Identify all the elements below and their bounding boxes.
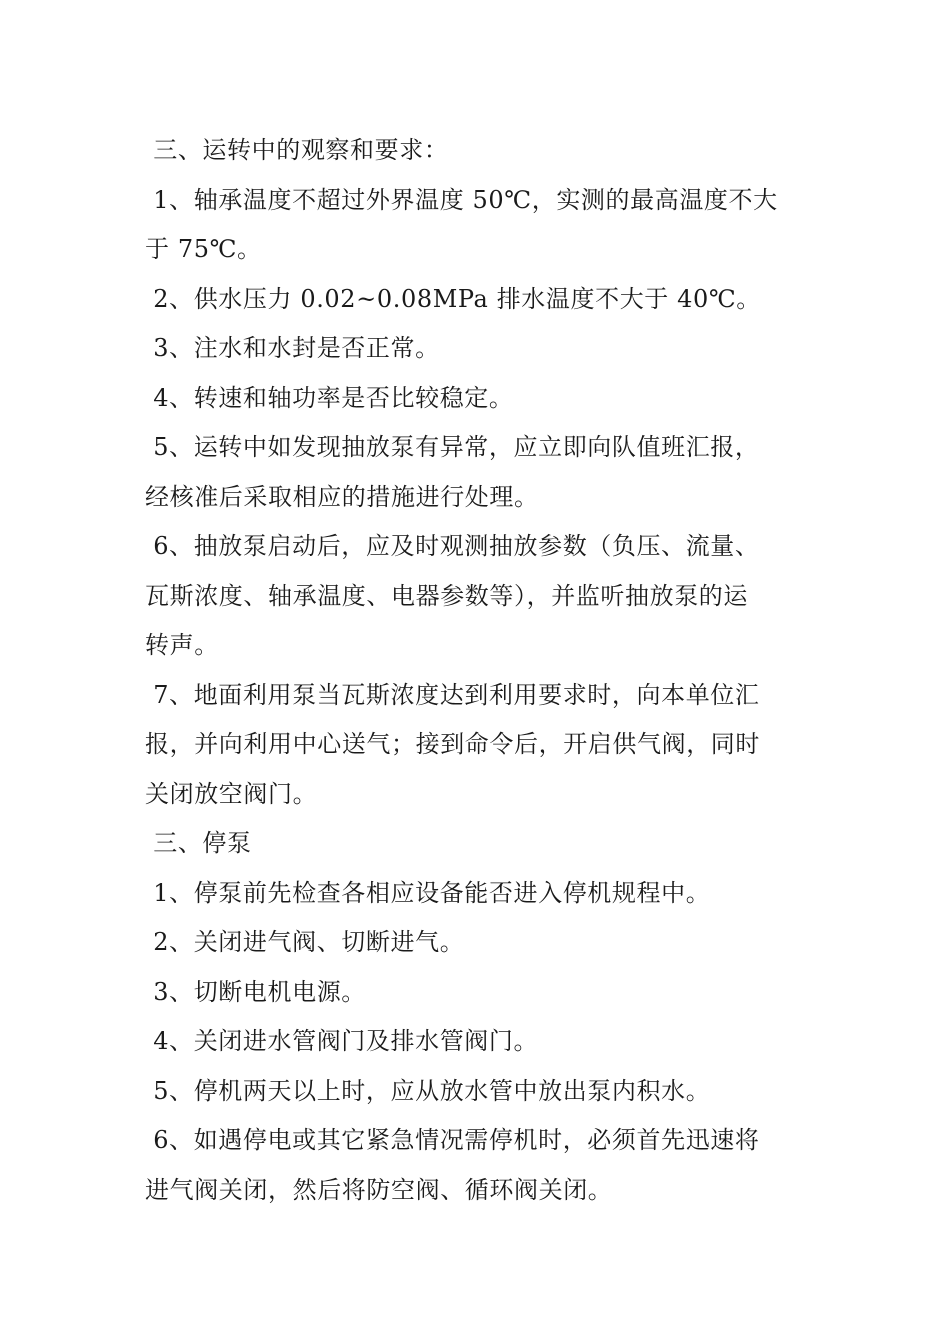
paragraph-line: 于 75℃。: [145, 235, 262, 263]
paragraph-line: 4、转速和轴功率是否比较稳定。: [145, 383, 514, 412]
section-heading-stop-pump: 三、停泵: [145, 829, 252, 857]
paragraph-line: 2、供水压力 0.02~0.08MPa 排水温度不大于 40℃。: [145, 284, 761, 313]
paragraph-line: 6、抽放泵启动后，应及时观测抽放参数（负压、流量、: [145, 532, 760, 560]
paragraph-line: 3、切断电机电源。: [145, 977, 366, 1006]
paragraph-line: 关闭放空阀门。: [145, 779, 318, 808]
section-heading-operation: 三、运转中的观察和要求：: [145, 136, 449, 164]
paragraph-line: 3、注水和水封是否正常。: [145, 334, 440, 362]
paragraph-line: 经核准后采取相应的措施进行处理。: [145, 482, 539, 511]
paragraph-line: 1、停泵前先检查各相应设备能否进入停机规程中。: [145, 878, 711, 907]
paragraph-line: 进气阀关闭，然后将防空阀、循环阀关闭。: [145, 1175, 613, 1204]
paragraph-line: 2、关闭进气阀、切断进气。: [145, 928, 465, 956]
paragraph-line: 瓦斯浓度、轴承温度、电器参数等），并监听抽放泵的运: [145, 581, 748, 610]
document-body: [145, 126, 810, 1215]
paragraph-line: 1、轴承温度不超过外界温度 50℃，实测的最高温度不大: [145, 185, 778, 214]
paragraph-line: 5、停机两天以上时，应从放水管中放出泵内积水。: [145, 1076, 711, 1105]
paragraph-line: 7、地面利用泵当瓦斯浓度达到利用要求时，向本单位汇: [145, 680, 760, 709]
paragraph-line: 4、关闭进水管阀门及排水管阀门。: [145, 1027, 539, 1055]
paragraph-line: 5、运转中如发现抽放泵有异常，应立即向队值班汇报，: [145, 433, 760, 461]
paragraph-line: 报，并向利用中心送气；接到命令后，开启供气阀，同时: [145, 730, 760, 758]
paragraph-line: 转声。: [145, 631, 219, 659]
paragraph-line: 6、如遇停电或其它紧急情况需停机时，必须首先迅速将: [145, 1126, 760, 1154]
